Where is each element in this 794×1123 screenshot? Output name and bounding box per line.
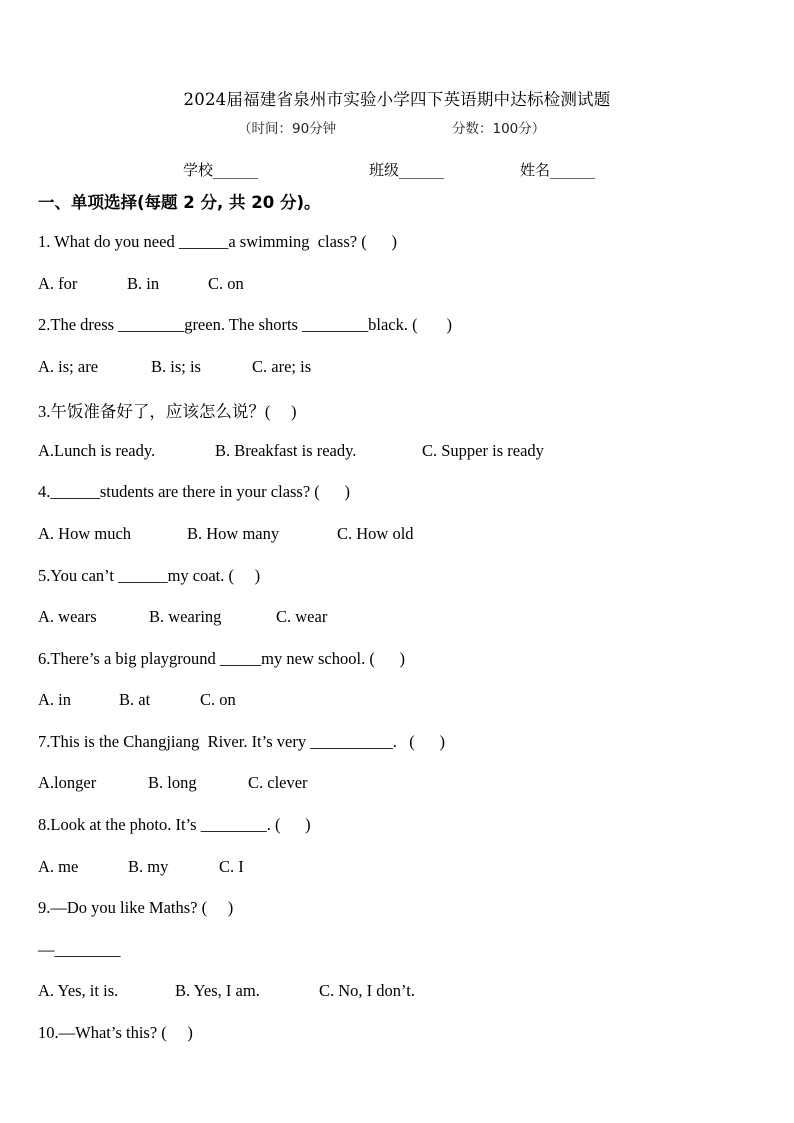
section-heading: 一、单项选择(每题 2 分, 共 20 分)。 <box>38 193 321 212</box>
option-c: C. are; is <box>252 357 312 376</box>
option-b: B. How many <box>187 524 280 543</box>
option-b: B. Breakfast is ready. <box>215 441 357 460</box>
question-7: 7.This is the Changjiang River. It’s very __________. ( ) <box>38 732 445 751</box>
option-c: C. clever <box>248 773 308 792</box>
option-b: B. wearing <box>149 607 222 626</box>
option-c: C. Supper is ready <box>422 441 544 460</box>
question-6: 6.There’s a big playground _____my new school. ( ) <box>38 649 406 668</box>
option-a: A. is; are <box>38 357 99 376</box>
option-c: C. wear <box>276 607 328 626</box>
class-field: 班级______ <box>369 161 445 179</box>
option-a: A. in <box>38 690 71 709</box>
question-1: 1. What do you need ______a swimming class? ( ) <box>38 232 397 251</box>
option-b: B. Yes, I am. <box>175 981 260 1000</box>
option-c: C. No, I don’t. <box>319 981 415 1000</box>
question-8: 8.Look at the photo. It’s ________. ( ) <box>38 815 311 834</box>
student-info-row <box>0 159 794 181</box>
question-4: 4.______students are there in your class? ( ) <box>38 482 351 501</box>
question-2: 2.The dress ________green. The shorts ________black. ( ) <box>38 315 452 334</box>
option-c: C. on <box>208 274 244 293</box>
option-b: B. in <box>127 274 160 293</box>
option-a: A.Lunch is ready. <box>38 441 156 460</box>
question-10: 10.—What’s this? ( ) <box>38 1023 193 1042</box>
option-c: C. I <box>219 857 244 876</box>
option-b: B. is; is <box>151 357 201 376</box>
question-9: 9.—Do you like Maths? ( ) <box>38 898 234 917</box>
exam-score: 分数：100分） <box>452 121 546 137</box>
option-a: A. wears <box>38 607 97 626</box>
option-c: C. How old <box>337 524 414 543</box>
answer-line: —________ <box>38 940 121 959</box>
question-3: 3.午饭准备好了，应该怎么说？( ) <box>38 402 297 421</box>
option-b: B. long <box>148 773 197 792</box>
option-a: A. How much <box>38 524 132 543</box>
option-a: A. Yes, it is. <box>38 981 119 1000</box>
name-field: 姓名______ <box>520 161 596 179</box>
exam-time: （时间：90分钟 <box>238 121 337 137</box>
option-a: A. for <box>38 274 78 293</box>
exam-title: 2024届福建省泉州市实验小学四下英语期中达标检测试题 <box>183 90 611 109</box>
option-a: A.longer <box>38 773 97 792</box>
school-field: 学校______ <box>183 161 259 179</box>
option-b: B. my <box>128 857 169 876</box>
option-c: C. on <box>200 690 236 709</box>
question-5: 5.You can’t ______my coat. ( ) <box>38 566 261 585</box>
option-b: B. at <box>119 690 151 709</box>
option-a: A. me <box>38 857 79 876</box>
